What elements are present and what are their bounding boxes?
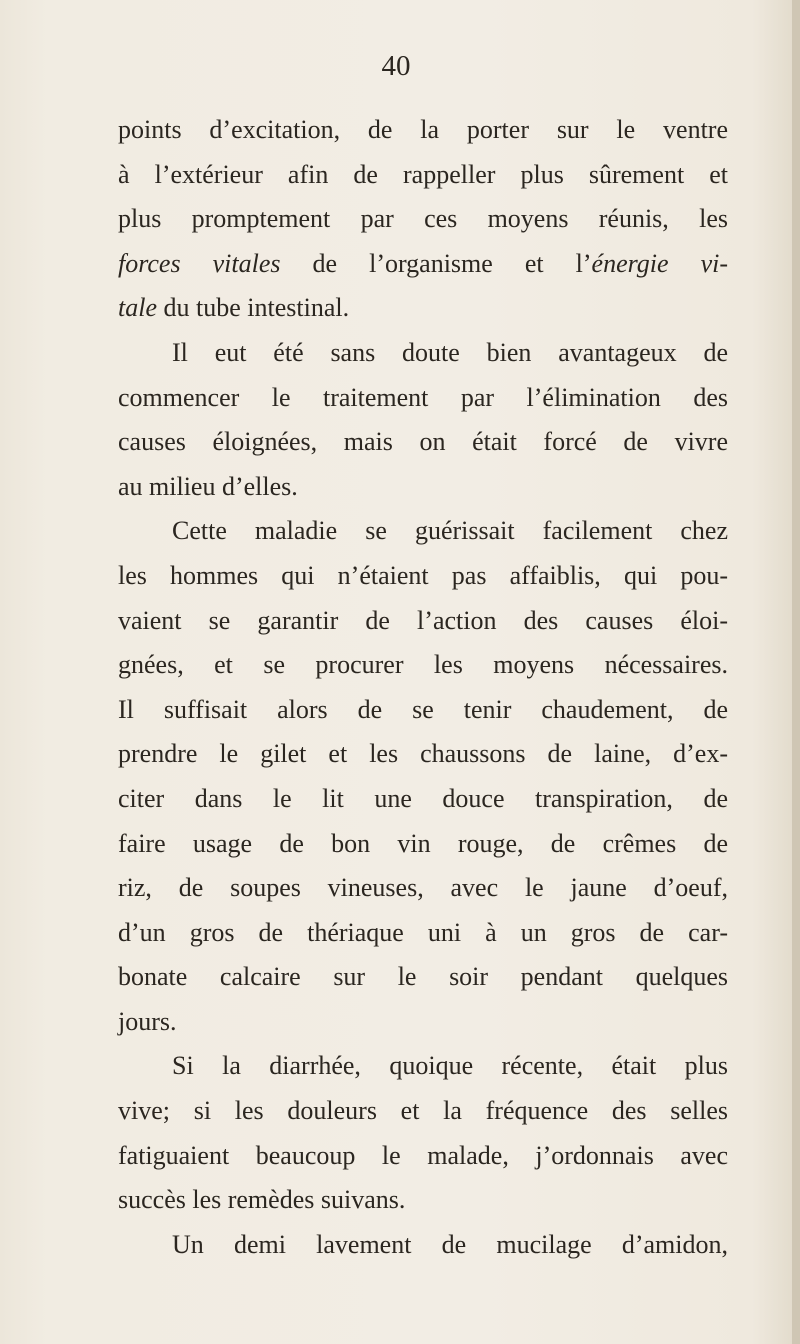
page-edge <box>792 0 800 1344</box>
italic-text: énergie vi- <box>591 248 729 278</box>
text-line: points d’excitation, de la porter sur le ventre <box>118 115 728 144</box>
italic-text: forces vitales <box>118 248 281 278</box>
text-line: vive; si les douleurs et la fréquence des selles <box>118 1096 728 1126</box>
text-line: prendre le gilet et les chaussons de laine, d’ex- <box>118 739 728 769</box>
text-line: gnées, et se procurer les moyens nécessaires. <box>118 650 728 680</box>
text-line: Si la diarrhée, quoique récente, était plus <box>172 1051 728 1081</box>
text-line: citer dans le lit une douce transpiration, de <box>118 783 728 813</box>
text-line: Il suffisait alors de se tenir chaudement, de <box>118 694 728 724</box>
text-line: au milieu d’elles. <box>118 471 298 501</box>
text-line: les hommes qui n’étaient pas affaiblis, qui pou- <box>118 560 728 590</box>
body-text <box>118 108 728 1267</box>
text-line: bonate calcaire sur le soir pendant quelques <box>118 962 728 992</box>
text-line: causes éloignées, mais on était forcé de vivre <box>118 427 728 457</box>
page-number: 40 <box>381 50 411 82</box>
text-line <box>118 242 728 287</box>
text-line: Il eut été sans doute bien avantageux de <box>172 337 728 367</box>
text-line <box>118 286 728 331</box>
text-line: riz, de soupes vineuses, avec le jaune d’oeuf, <box>118 873 728 903</box>
text-line: d’un gros de thériaque uni à un gros de car- <box>118 917 728 947</box>
text-line: vaient se garantir de l’action des causes éloi- <box>118 605 728 635</box>
text-line: à l’extérieur afin de rappeller plus sûrement et <box>118 159 728 189</box>
text-line: Cette maladie se guérissait facilement chez <box>172 516 728 546</box>
italic-text: tale <box>118 293 157 323</box>
text-span: du tube intestinal. <box>157 293 350 323</box>
text-line: Un demi lavement de mucilage d’amidon, <box>172 1229 728 1259</box>
text-line: faire usage de bon vin rouge, de crêmes de <box>118 828 728 858</box>
text-line: commencer le traitement par l’élimination des <box>118 382 728 412</box>
text-span: de l’organisme et l’ <box>280 248 592 278</box>
text-line: fatiguaient beaucoup le malade, j’ordonnais avec <box>118 1140 728 1170</box>
text-line: plus promptement par ces moyens réunis, les <box>118 204 728 234</box>
text-line: jours. <box>118 1006 177 1036</box>
text-line: succès les remèdes suivans. <box>118 1185 406 1215</box>
